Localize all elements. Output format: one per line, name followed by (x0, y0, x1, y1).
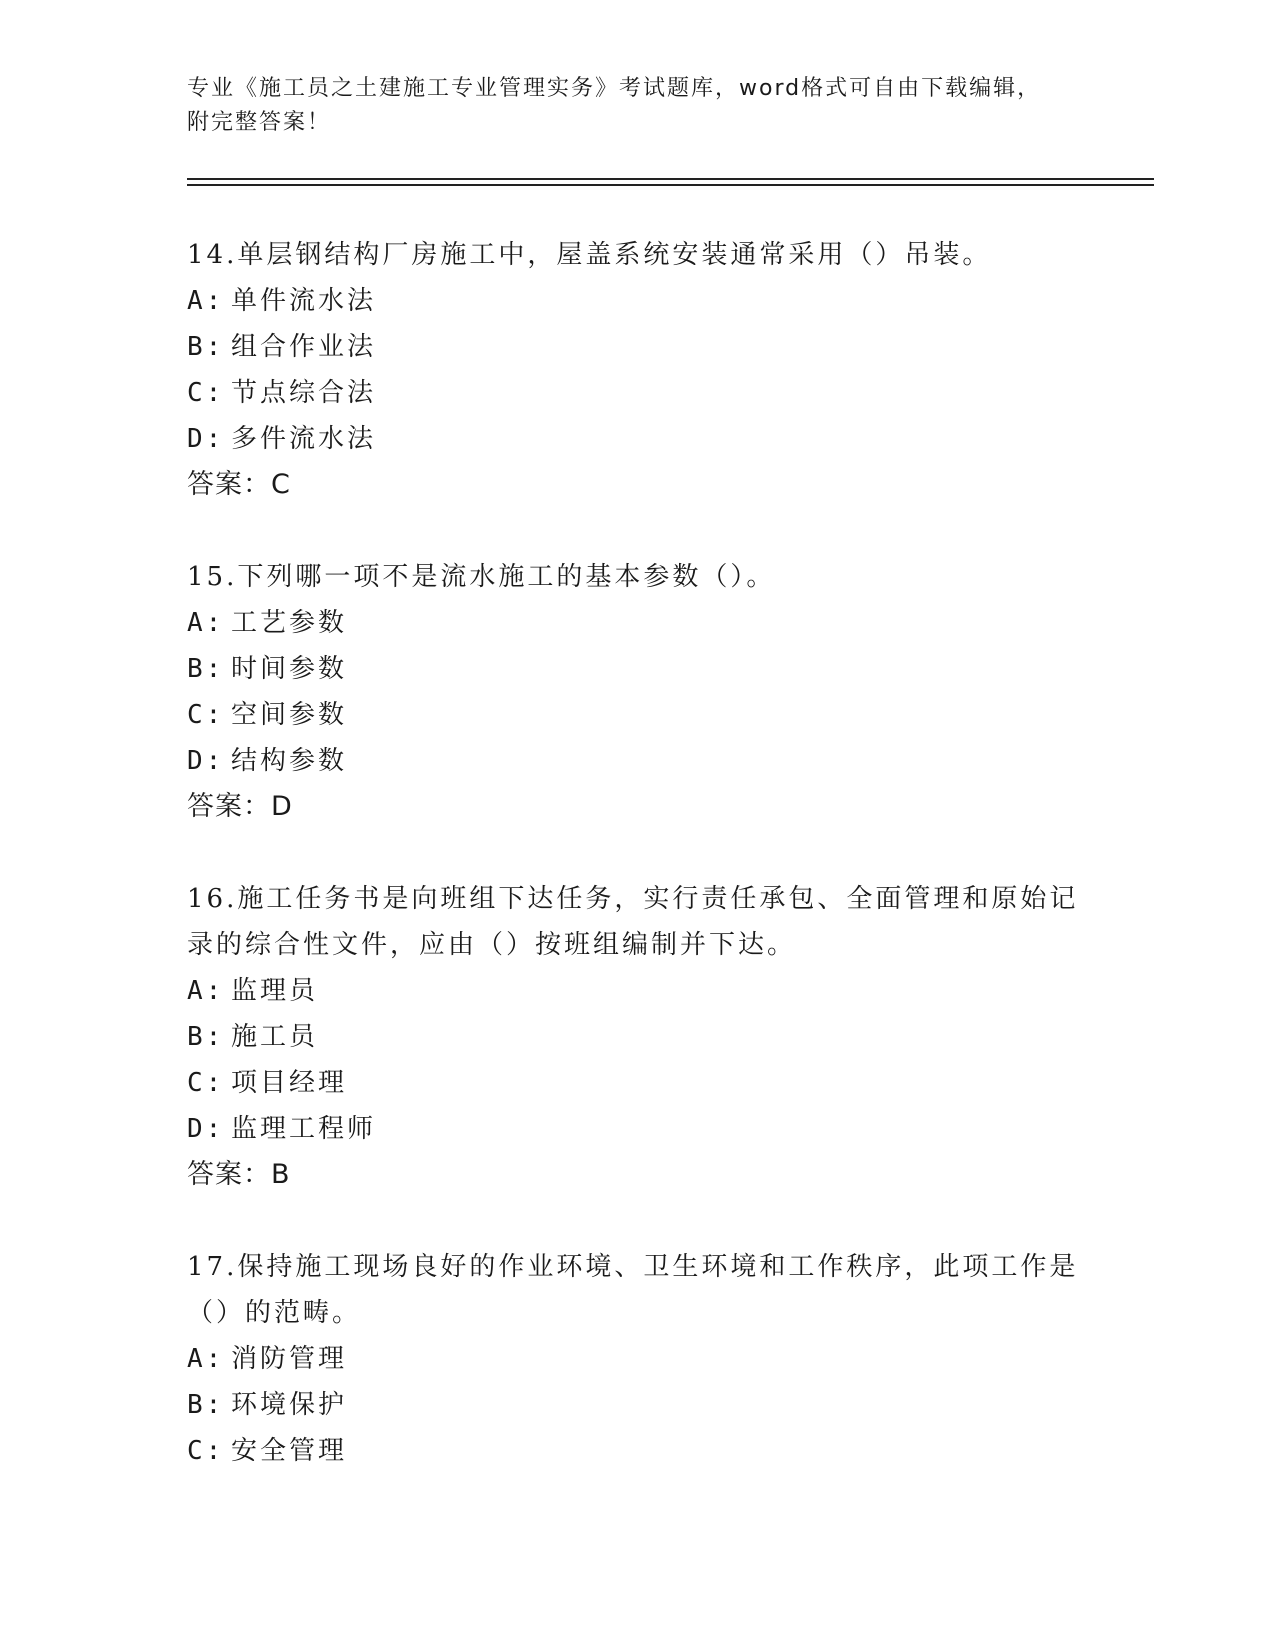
option-d (187, 1106, 1087, 1152)
answer-line: 答案：D (187, 791, 293, 822)
option-text: 监理工程师 (231, 1114, 377, 1144)
option-b (187, 1014, 1087, 1060)
header-divider-bottom (187, 184, 1154, 186)
option-key: C: (187, 378, 225, 408)
option-a (187, 278, 1087, 324)
option-key: B: (187, 332, 225, 362)
question-list (187, 232, 1087, 1520)
option-c (187, 1060, 1087, 1106)
option-key: A: (187, 608, 225, 638)
option-key: D: (187, 746, 225, 776)
option-text: 环境保护 (231, 1390, 348, 1420)
option-text: 结构参数 (231, 746, 348, 776)
question-15 (187, 554, 1087, 830)
option-key: C: (187, 700, 225, 730)
option-key: D: (187, 1114, 225, 1144)
option-text: 组合作业法 (231, 332, 377, 362)
option-b (187, 646, 1087, 692)
option-text: 消防管理 (231, 1344, 348, 1374)
option-text: 监理员 (231, 976, 319, 1006)
option-a (187, 1336, 1087, 1382)
option-key: A: (187, 286, 225, 316)
header-line-2: 附完整答案！ (187, 110, 332, 135)
option-key: A: (187, 1344, 225, 1374)
answer-line: 答案：B (187, 1159, 291, 1190)
option-text: 工艺参数 (231, 608, 348, 638)
option-c (187, 692, 1087, 738)
option-d (187, 416, 1087, 462)
option-text: 项目经理 (231, 1068, 348, 1098)
option-text: 单件流水法 (231, 286, 377, 316)
question-16 (187, 876, 1087, 1198)
question-stem: 16.施工任务书是向班组下达任务，实行责任承包、全面管理和原始记录的综合性文件，应由（）按班组编制并下达。 (187, 884, 1079, 960)
question-stem: 17.保持施工现场良好的作业环境、卫生环境和工作秩序，此项工作是（）的范畴。 (187, 1252, 1079, 1328)
question-14 (187, 232, 1087, 508)
document-header (187, 72, 1087, 140)
option-key: D: (187, 424, 225, 454)
option-key: B: (187, 1022, 225, 1052)
option-key: B: (187, 654, 225, 684)
question-stem: 14.单层钢结构厂房施工中，屋盖系统安装通常采用（）吊装。 (187, 240, 992, 270)
option-b (187, 324, 1087, 370)
option-key: C: (187, 1436, 225, 1466)
header-line-1: 专业《施工员之土建施工专业管理实务》考试题库，word格式可自由下载编辑， (187, 76, 1042, 101)
option-a (187, 600, 1087, 646)
option-key: B: (187, 1390, 225, 1420)
option-b (187, 1382, 1087, 1428)
question-17 (187, 1244, 1087, 1474)
option-text: 时间参数 (231, 654, 348, 684)
option-text: 节点综合法 (231, 378, 377, 408)
option-d (187, 738, 1087, 784)
option-text: 施工员 (231, 1022, 319, 1052)
option-c (187, 1428, 1087, 1474)
answer-line: 答案：C (187, 469, 291, 500)
option-text: 多件流水法 (231, 424, 377, 454)
option-text: 安全管理 (231, 1436, 348, 1466)
question-stem: 15.下列哪一项不是流水施工的基本参数（）。 (187, 562, 776, 592)
option-a (187, 968, 1087, 1014)
option-c (187, 370, 1087, 416)
option-text: 空间参数 (231, 700, 348, 730)
header-divider-top (187, 178, 1154, 180)
option-key: C: (187, 1068, 225, 1098)
option-key: A: (187, 976, 225, 1006)
